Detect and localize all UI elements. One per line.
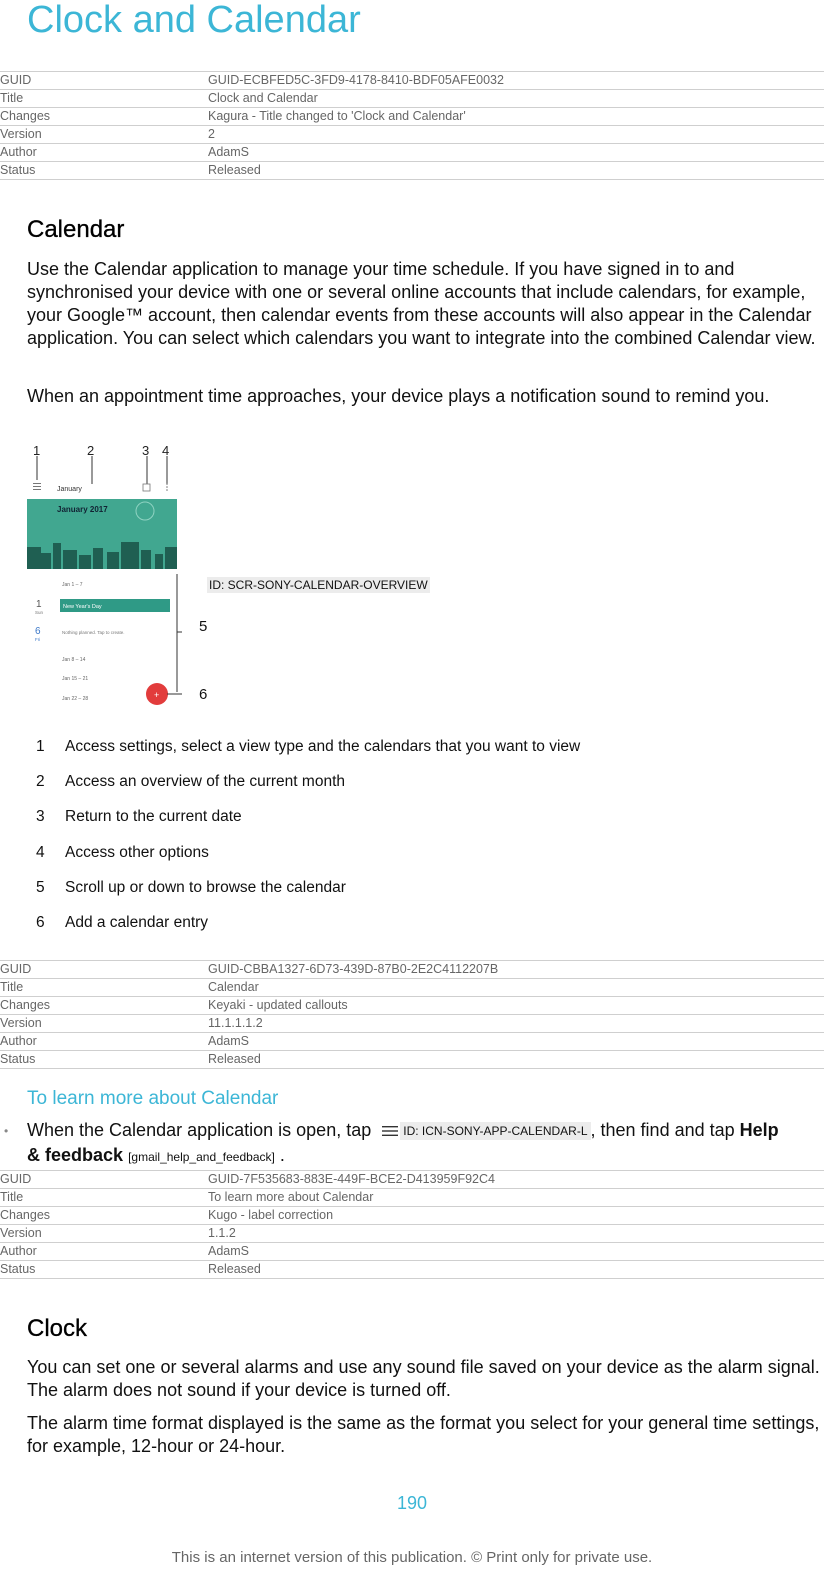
- metadata-value: GUID-ECBFED5C-3FD9-4178-8410-BDF05AFE0032: [208, 72, 824, 90]
- metadata-table-3: [0, 1170, 824, 1279]
- metadata-row: [0, 1171, 824, 1189]
- month-label: January: [57, 486, 82, 493]
- help-feedback-code: [gmail_help_and_feedback]: [128, 1150, 275, 1164]
- metadata-key: Changes: [0, 1207, 208, 1225]
- metadata-key: GUID: [0, 961, 208, 979]
- metadata-value: Clock and Calendar: [208, 90, 824, 108]
- metadata-value: AdamS: [208, 144, 824, 162]
- day-1-number: 1: [36, 599, 42, 610]
- metadata-key: Version: [0, 126, 208, 144]
- metadata-key: Author: [0, 1243, 208, 1261]
- metadata-row: [0, 1225, 824, 1243]
- metadata-value: GUID-CBBA1327-6D73-439D-87B0-2E2C4112207B: [208, 961, 824, 979]
- callout-text: Access other options: [65, 843, 209, 861]
- learn-more-heading: To learn more about Calendar: [27, 1088, 279, 1109]
- day-2-number: 6: [35, 626, 41, 637]
- menu-icon: [382, 1125, 398, 1137]
- metadata-row: [0, 108, 824, 126]
- calendar-heading: Calendar: [27, 216, 125, 243]
- metadata-row: [0, 1261, 824, 1279]
- page-number: 190: [396, 1493, 428, 1513]
- metadata-key: Status: [0, 162, 208, 180]
- banner-label: January 2017: [57, 505, 108, 514]
- metadata-value: Released: [208, 1261, 824, 1279]
- instruction-text-middle: , then find and tap: [590, 1120, 735, 1140]
- metadata-row: [0, 1189, 824, 1207]
- week-1-label: Jan 1 – 7: [62, 582, 83, 588]
- metadata-table-1: [0, 71, 824, 180]
- metadata-row: [0, 126, 824, 144]
- metadata-row: [0, 1015, 824, 1033]
- metadata-key: Status: [0, 1051, 208, 1069]
- metadata-row: [0, 1051, 824, 1069]
- metadata-key: Title: [0, 90, 208, 108]
- metadata-value: Released: [208, 162, 824, 180]
- metadata-row: [0, 1243, 824, 1261]
- metadata-key: Author: [0, 144, 208, 162]
- day-1-name: Sun: [35, 610, 44, 615]
- instruction-text-before: When the Calendar application is open, tap: [27, 1120, 372, 1140]
- callout-label-1: 1: [33, 444, 41, 458]
- day-2-name: Fri: [35, 637, 41, 642]
- instruction-text-end: .: [279, 1145, 285, 1165]
- callout-text: Add a calendar entry: [65, 914, 209, 931]
- metadata-key: Title: [0, 1189, 208, 1207]
- metadata-row: [0, 979, 824, 997]
- callout-text: Access an overview of the current month: [65, 773, 345, 791]
- callout-5-label: 5: [199, 618, 208, 635]
- metadata-key: Version: [0, 1225, 208, 1243]
- metadata-row: [0, 90, 824, 108]
- callout-number: 3: [36, 808, 45, 826]
- callout-6-label: 6: [199, 686, 208, 703]
- callout-number: 5: [36, 878, 45, 896]
- metadata-value: 1.1.2: [208, 1225, 824, 1243]
- metadata-row: [0, 144, 824, 162]
- more-options-icon: [166, 483, 168, 491]
- callout-label-2: 2: [87, 444, 95, 458]
- metadata-value: 2: [208, 126, 824, 144]
- week-4-label: Jan 22 – 28: [62, 696, 89, 702]
- metadata-value: Kagura - Title changed to 'Clock and Calendar': [208, 108, 824, 126]
- metadata-row: [0, 162, 824, 180]
- metadata-value: AdamS: [208, 1243, 824, 1261]
- figure-id: ID: SCR-SONY-CALENDAR-OVERVIEW: [209, 578, 428, 592]
- metadata-key: Author: [0, 1033, 208, 1051]
- metadata-value: Calendar: [208, 979, 824, 997]
- metadata-key: Status: [0, 1261, 208, 1279]
- callout-label-4: 4: [162, 444, 170, 458]
- metadata-row: [0, 1207, 824, 1225]
- metadata-row: [0, 997, 824, 1015]
- metadata-table-2: [0, 960, 824, 1069]
- metadata-value: 11.1.1.1.2: [208, 1015, 824, 1033]
- footer-note: This is an internet version of this publication. © Print only for private use.: [171, 1549, 653, 1566]
- callout-text: Scroll up or down to browse the calendar: [65, 878, 346, 896]
- clock-format-paragraph: The alarm time format displayed is the same as the format you select for your general time settings, for example, 12-hour or 24-hour.: [27, 1413, 820, 1456]
- callout-number: 1: [36, 738, 45, 755]
- metadata-value: GUID-7F535683-883E-449F-BCE2-D413959F92C4: [208, 1171, 824, 1189]
- bullet: •: [4, 1124, 9, 1138]
- fab-plus: +: [154, 690, 160, 700]
- callout-number: 6: [36, 914, 45, 931]
- learn-more-instruction: [27, 1118, 787, 1170]
- callout-number: 4: [36, 843, 45, 861]
- nothing-planned-text: Nothing planned. Tap to create.: [62, 630, 125, 635]
- help-feedback-label: Help & feedback: [27, 1120, 779, 1165]
- metadata-key: Changes: [0, 108, 208, 126]
- metadata-key: Version: [0, 1015, 208, 1033]
- calendar-overview-screenshot: [27, 444, 182, 724]
- callout-text: Access settings, select a view type and the calendars that you want to view: [65, 738, 581, 755]
- metadata-row: [0, 1033, 824, 1051]
- metadata-value: To learn more about Calendar: [208, 1189, 824, 1207]
- week-2-label: Jan 8 – 14: [62, 657, 86, 663]
- metadata-key: GUID: [0, 1171, 208, 1189]
- icon-id-label: ID: ICN-SONY-APP-CALENDAR-L: [400, 1122, 590, 1140]
- metadata-value: AdamS: [208, 1033, 824, 1051]
- metadata-value: Kugo - label correction: [208, 1207, 824, 1225]
- calendar-intro-paragraph: Use the Calendar application to manage your time schedule. If you have signed in to and synchronised your device with one or several online accounts that include calendars, for example, your Google™ account, then calendar events from these accounts will also appear in the Calendar application. You can select which calendars you want to integrate into the combined Calendar view.: [27, 259, 816, 348]
- metadata-key: GUID: [0, 72, 208, 90]
- metadata-value: Released: [208, 1051, 824, 1069]
- clock-heading: Clock: [27, 1315, 88, 1342]
- metadata-key: Changes: [0, 997, 208, 1015]
- metadata-row: [0, 961, 824, 979]
- metadata-value: Keyaki - updated callouts: [208, 997, 824, 1015]
- clock-alarm-paragraph: You can set one or several alarms and use any sound file saved on your device as the alarm signal. The alarm does not sound if your device is turned off.: [27, 1357, 820, 1400]
- event-title: New Year's Day: [63, 604, 102, 610]
- callout-text: Return to the current date: [65, 808, 242, 826]
- metadata-row: [0, 72, 824, 90]
- week-3-label: Jan 15 – 21: [62, 676, 89, 682]
- metadata-key: Title: [0, 979, 208, 997]
- callout-label-3: 3: [142, 444, 150, 458]
- page-title: Clock and Calendar: [27, 0, 361, 41]
- callout-number: 2: [36, 773, 45, 791]
- calendar-notification-paragraph: When an appointment time approaches, your device plays a notification sound to remind you.: [27, 386, 770, 406]
